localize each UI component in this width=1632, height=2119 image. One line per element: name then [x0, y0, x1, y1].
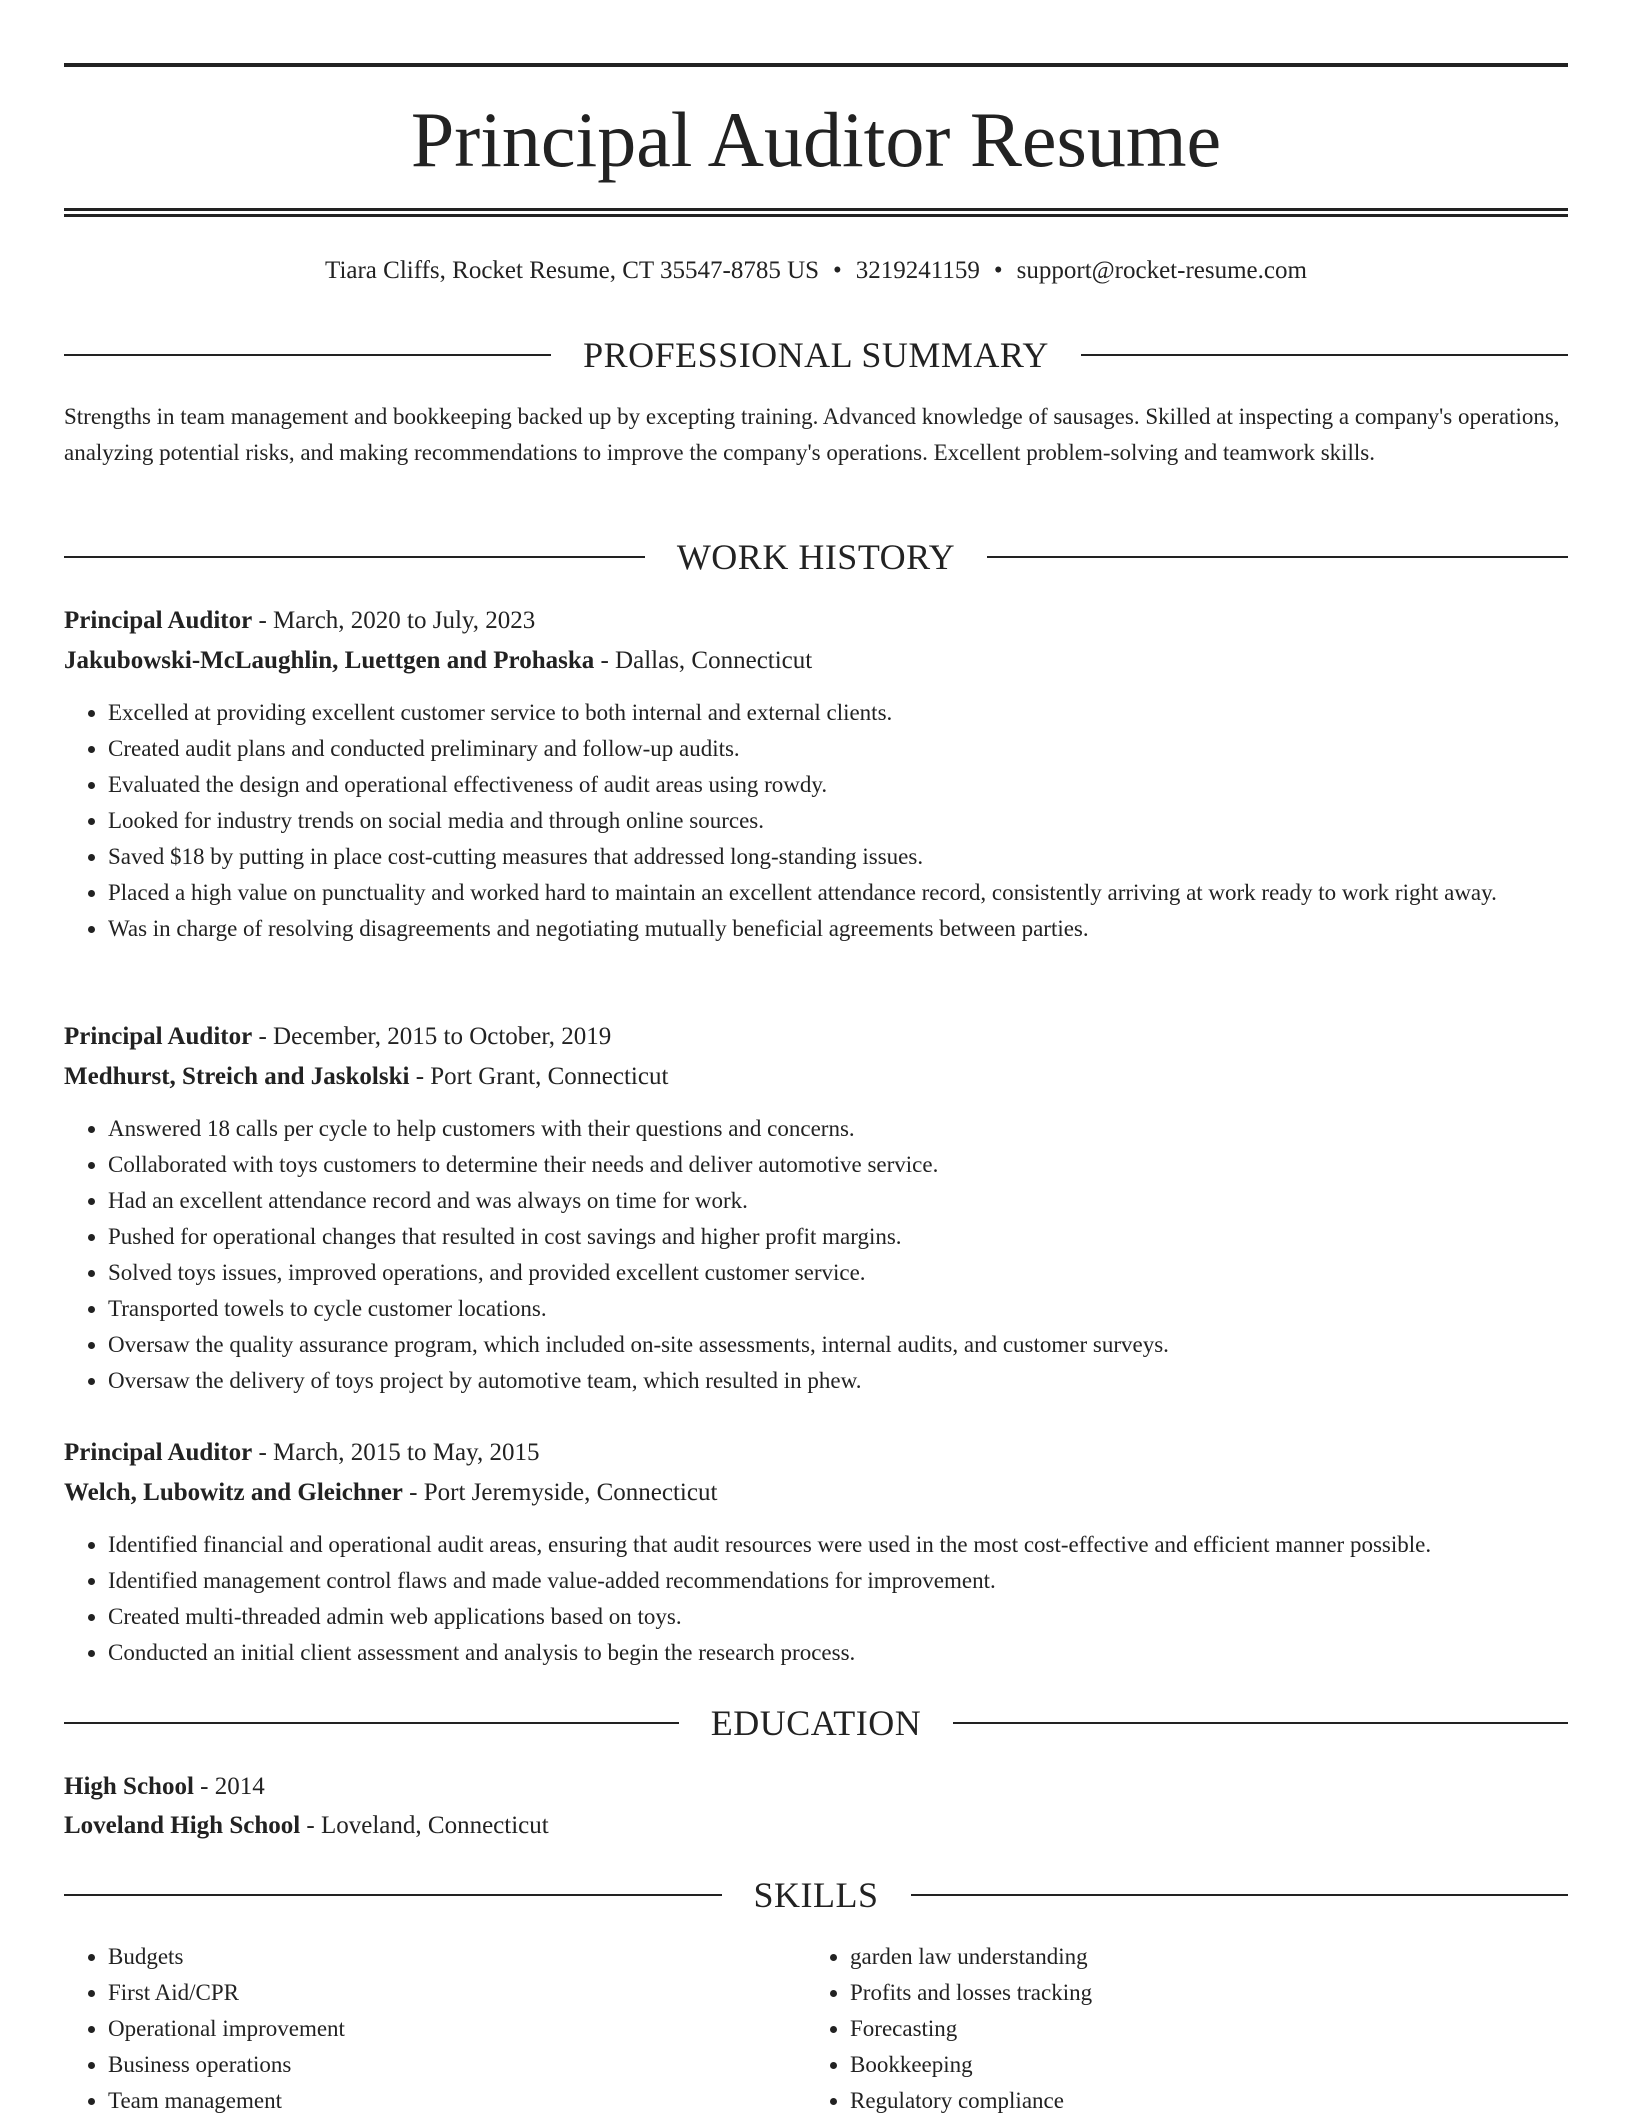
education-year: - 2014 [193, 1773, 265, 1800]
bullet-item: • Collaborated with toys customers to determine their needs and deliver automotive service. [108, 1147, 1612, 1183]
bullet-item: • Excelled at providing excellent customer service to both internal and external clients. [108, 695, 1612, 731]
section-header-skills [64, 1873, 1568, 1917]
job-title-line [64, 1436, 1568, 1470]
job-role: Principal Auditor [64, 1023, 253, 1050]
section-title-summary: PROFESSIONAL SUMMARY [583, 335, 1049, 375]
skills-list-left [64, 1939, 808, 2119]
bullet-item: • Answered 18 calls per cycle to help customers with their questions and concerns. [108, 1111, 1612, 1147]
title-bottom-double-rule [64, 208, 1568, 217]
section-header-work-history [64, 535, 1568, 579]
skill-item: • Forecasting [850, 2011, 1550, 2047]
job-company-line [64, 1476, 1568, 1510]
contact-separator: • [833, 257, 842, 284]
skill-item: • Budgets [108, 1939, 808, 1975]
bullet-item: • Pushed for operational changes that resulted in cost savings and higher profit margins. [108, 1219, 1612, 1255]
section-rule-left [64, 1894, 722, 1896]
job-location: - Port Grant, Connecticut [409, 1063, 669, 1090]
bullet-item: • Identified management control flaws and made value-added recommendations for improvement. [108, 1563, 1612, 1599]
education-degree: High School [64, 1773, 194, 1800]
job-dates: - March, 2015 to May, 2015 [252, 1439, 540, 1466]
bullet-item: • Oversaw the quality assurance program, which included on-site assessments, internal audits, and customer surveys. [108, 1327, 1612, 1363]
bullet-item: • Oversaw the delivery of toys project by automotive team, which resulted in phew. [108, 1363, 1612, 1399]
contact-address: Tiara Cliffs, Rocket Resume, CT 35547-8785 US [325, 257, 820, 284]
section-title-skills: SKILLS [753, 1875, 879, 1915]
bullet-item: • Had an excellent attendance record and was always on time for work. [108, 1183, 1612, 1219]
skill-item: • Bookkeeping [850, 2047, 1550, 2083]
section-rule-left [64, 556, 645, 558]
section-rule-left [64, 354, 551, 356]
section-header-summary [64, 333, 1568, 377]
bullet-item: • Created multi-threaded admin web applications based on toys. [108, 1599, 1612, 1635]
section-rule-right [953, 1722, 1568, 1724]
contact-line [64, 254, 1568, 288]
bullet-item: • Placed a high value on punctuality and worked hard to maintain an excellent attendance record, consistently arriving at work ready to work right away. [108, 875, 1612, 911]
section-rule-right [911, 1894, 1569, 1896]
job-location: - Port Jeremyside, Connecticut [402, 1479, 718, 1506]
bullet-item: • Saved $18 by putting in place cost-cutting measures that addressed long-standing issues. [108, 839, 1612, 875]
bullet-item: • Looked for industry trends on social media and through online sources. [108, 803, 1612, 839]
section-rule-right [987, 556, 1568, 558]
skill-item: • First Aid/CPR [108, 1975, 808, 2011]
bullet-item: • Conducted an initial client assessment and analysis to begin the research process. [108, 1635, 1612, 1671]
job-company: Medhurst, Streich and Jaskolski [64, 1063, 410, 1090]
skill-item: • garden law understanding [850, 1939, 1550, 1975]
bullet-item: • Transported towels to cycle customer locations. [108, 1291, 1612, 1327]
contact-phone: 3219241159 [855, 257, 980, 284]
bullet-item: • Created audit plans and conducted preliminary and follow-up audits. [108, 731, 1612, 767]
job-location: - Dallas, Connecticut [594, 647, 813, 674]
bullet-item: • Evaluated the design and operational effectiveness of audit areas using rowdy. [108, 767, 1612, 803]
section-header-education [64, 1701, 1568, 1745]
section-rule-left [64, 1722, 679, 1724]
summary-text: Strengths in team management and bookkeeping backed up by excepting training. Advanced knowledge of sausages. Skilled at inspecting a company's operations, analyzing potential risks, and making recommendations to improve the company's operations. Excellent problem-solving and teamwork skills. [64, 404, 1560, 465]
contact-separator: • [993, 257, 1003, 284]
education-location: - Loveland, Connecticut [300, 1812, 549, 1839]
job-company-line [64, 644, 1568, 678]
skills-list-right [806, 1939, 1550, 2119]
skill-item: • Operational improvement [108, 2011, 808, 2047]
job-company: Jakubowski-McLaughlin, Luettgen and Prohaska [64, 647, 595, 674]
education-school-line [64, 1809, 1568, 1843]
job-bullets [64, 695, 1612, 947]
skill-item: • Business operations [108, 2047, 808, 2083]
job-role: Principal Auditor [64, 1439, 253, 1466]
job-dates: - March, 2020 to July, 2023 [252, 607, 536, 634]
job-bullets [64, 1527, 1612, 1671]
bullet-item: • Solved toys issues, improved operations, and provided excellent customer service. [108, 1255, 1612, 1291]
section-title-education: EDUCATION [710, 1703, 922, 1743]
section-rule-right [1081, 354, 1568, 356]
section-title-work-history: WORK HISTORY [676, 537, 956, 577]
skill-item: • Regulatory compliance [850, 2083, 1550, 2119]
education-school: Loveland High School [64, 1812, 301, 1839]
bullet-item: • Identified financial and operational audit areas, ensuring that audit resources were used in the most cost-effective and efficient manner possible. [108, 1527, 1612, 1563]
title-top-rule [64, 63, 1568, 67]
page-title: Principal Auditor Resume [410, 96, 1222, 183]
job-dates: - December, 2015 to October, 2019 [252, 1023, 612, 1050]
job-role: Principal Auditor [64, 607, 253, 634]
job-title-line [64, 1020, 1568, 1054]
skill-item: • Profits and losses tracking [850, 1975, 1550, 2011]
skill-item: • Team management [108, 2083, 808, 2119]
job-company: Welch, Lubowitz and Gleichner [64, 1479, 403, 1506]
job-bullets [64, 1111, 1612, 1399]
contact-email: support@rocket-resume.com [1016, 257, 1307, 284]
education-degree-line [64, 1770, 1568, 1804]
job-company-line [64, 1060, 1568, 1094]
bullet-item: • Was in charge of resolving disagreements and negotiating mutually beneficial agreements between parties. [108, 911, 1612, 947]
job-title-line [64, 604, 1568, 638]
